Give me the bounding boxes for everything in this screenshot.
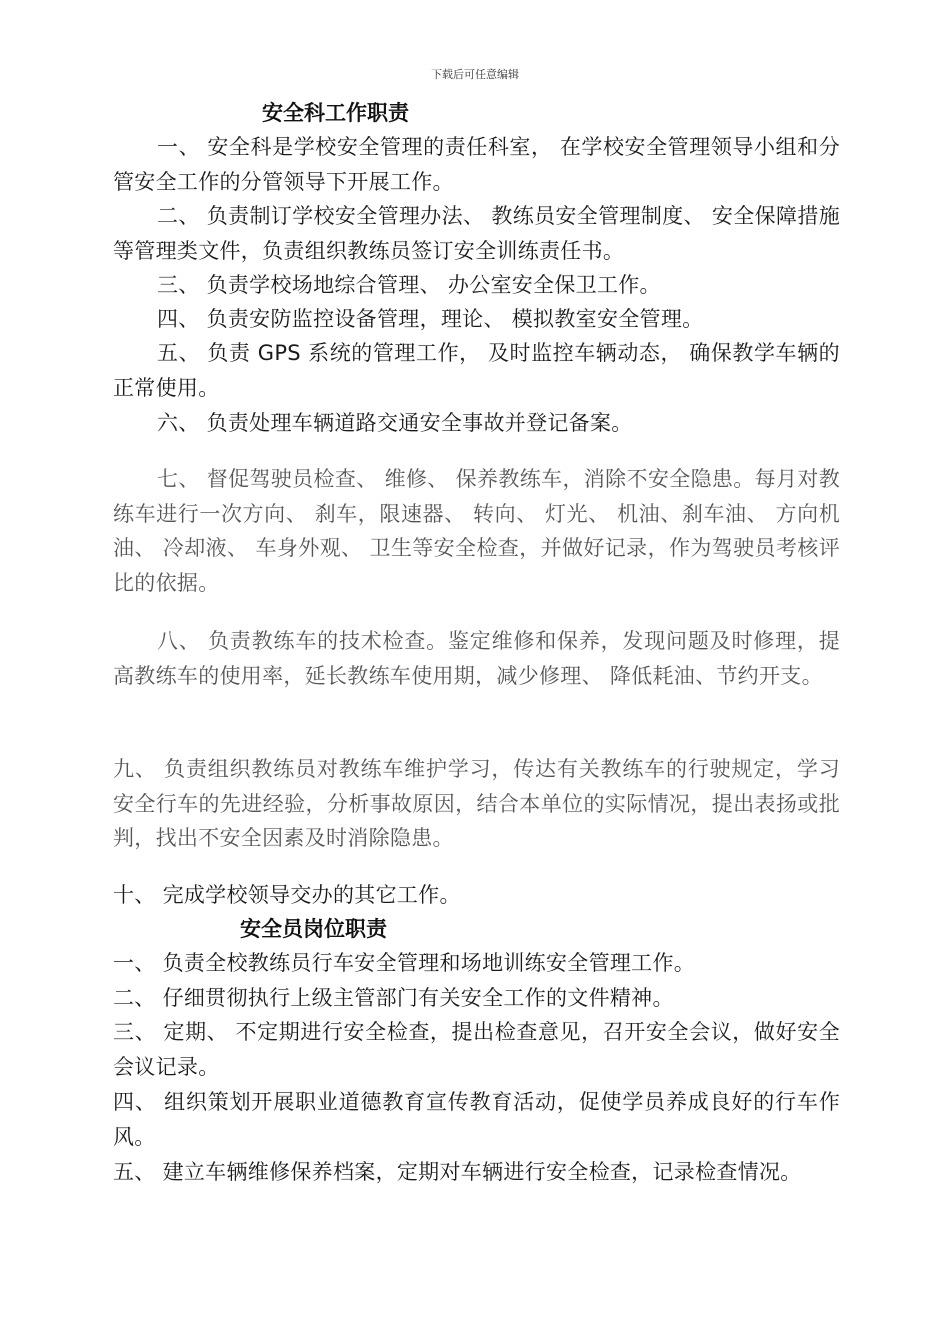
section1-item-1: 一、 安全科是学校安全管理的责任科室， 在学校安全管理领导小组和分管安全工作的分管领导下开展工作。 [113,135,840,194]
section1-item-6: 六、 负责处理车辆道路交通安全事故并登记备案。 [157,411,633,435]
section2-title: 安全员岗位职责 [240,917,387,941]
section1-item-7: 七、 督促驾驶员检查、 维修、 保养教练车，消除不安全隐患。每月对教练车进行一次方向、 刹车，限速器、 转向、 灯光、 机油、刹车油、 方向机油、 冷却液、 车身外观、 卫生等安全检查，并做好记录，作为驾驶员考核评比的依据。 [113,467,840,595]
section1-title: 安全科工作职责 [262,101,409,125]
section2-item-1: 一、 负责全校教练员行车安全管理和场地训练安全管理工作。 [113,951,696,975]
section1-item-10: 十、 完成学校领导交办的其它工作。 [113,883,461,907]
section1-item-4: 四、 负责安防监控设备管理，理论、 模拟教室安全管理。 [157,307,704,331]
section2-item-5: 五、 建立车辆维修保养档案，定期对车辆进行安全检查，记录检查情况。 [113,1160,802,1184]
header-note: 下载后可任意编辑 [431,68,519,81]
section1-item-8: 八、 负责教练车的技术检查。鉴定维修和保养，发现问题及时修理，提高教练车的使用率，延长教练车使用期，减少修理、 降低耗油、节约开支。 [113,629,840,688]
section1-item-9: 九、 负责组织教练员对教练车维护学习，传达有关教练车的行驶规定，学习安全行车的先进经验，分析事故原因，结合本单位的实际情况，提出表扬或批判，找出不安全因素及时消除隐患。 [113,757,840,850]
section1-item-3: 三、 负责学校场地综合管理、 办公室安全保卫工作。 [157,273,661,297]
section2-item-4: 四、 组织策划开展职业道德教育宣传教育活动，促使学员养成良好的行车作风。 [113,1090,840,1149]
section1-item-5: 五、 负责 GPS 系统的管理工作， 及时监控车辆动态， 确保教学车辆的正常使用。 [113,341,840,400]
section2-item-2: 二、 仔细贯彻执行上级主管部门有关安全工作的文件精神。 [113,986,674,1010]
section2-item-3: 三、 定期、 不定期进行安全检查，提出检查意见，召开安全会议，做好安全会议记录。 [113,1020,840,1079]
section1-item-2: 二、 负责制订学校安全管理办法、 教练员安全管理制度、 安全保障措施等管理类文件，负责组织教练员签订安全训练责任书。 [113,204,840,263]
